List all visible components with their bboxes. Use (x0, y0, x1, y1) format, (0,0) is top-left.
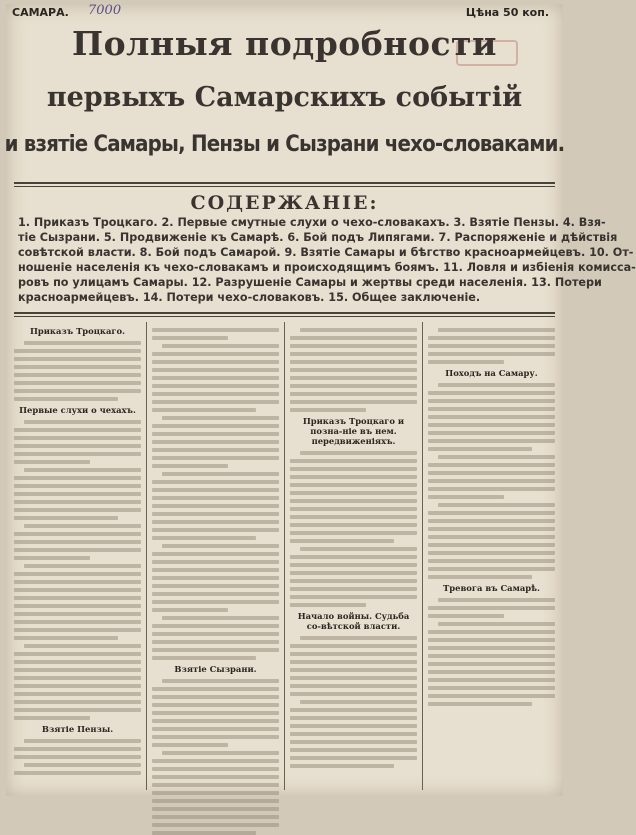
city-label: САМАРА. (12, 6, 69, 19)
text-block (428, 598, 555, 706)
text-block (14, 739, 141, 775)
section-heading: Взятіе Сызрани. (174, 664, 257, 674)
divider-rule-thin (14, 186, 555, 187)
title-line-3: и взятіе Самары, Пензы и Сызрани чехо-словаками. (4, 132, 565, 157)
title-line-1: Полныя подробности (72, 24, 497, 63)
divider-rule (14, 312, 555, 314)
price-label: Цѣна 50 коп. (465, 6, 549, 19)
text-block (290, 451, 417, 607)
column-2 (152, 322, 279, 790)
column-4 (428, 322, 555, 790)
text-block (290, 636, 417, 768)
contents-line: совѣтской власти. 8. Бой подъ Самарой. 9. Взятіе Самары и бѣгство красноармейцевъ. 10. От- (18, 245, 634, 259)
section-heading: Приказъ Троцкаго и позна-ніе въ нем. передвиженіяхъ. (302, 416, 405, 446)
masthead (12, 3, 557, 22)
text-block (14, 420, 141, 720)
text-block (14, 341, 141, 401)
article-columns (14, 322, 555, 790)
column-1 (14, 322, 141, 790)
contents-line: ровъ по улицамъ Самары. 12. Разрушеніе Самары и жертвы среди населенія. 13. Потери (18, 275, 602, 289)
divider-rule (14, 182, 555, 184)
contents-line: тіе Сызрани. 5. Продвиженіе къ Самарѣ. 6. Бой подъ Липягами. 7. Распоряженіе и дѣйствія (18, 230, 618, 244)
text-block (428, 328, 555, 364)
column-3 (290, 322, 417, 790)
title-line-2: первыхъ Самарскихъ событій (46, 82, 523, 113)
section-heading: Начало войны. Судьба со-вѣтской власти. (297, 611, 410, 631)
column-divider (146, 322, 147, 790)
column-divider (284, 322, 285, 790)
contents-line: красноармейцевъ. 14. Потери чехо-словаковъ. 15. Общее заключеніе. (18, 290, 481, 304)
text-block (290, 328, 417, 412)
contents-line: ношеніе населенія къ чехо-словакамъ и происходящимъ боямъ. 11. Ловля и избіенія комисса- (18, 260, 636, 274)
contents-line: 1. Приказъ Троцкаго. 2. Первые смутные слухи о чехо-словакахъ. 3. Взятіе Пензы. 4. Взя- (18, 216, 606, 229)
section-heading: Первые слухи о чехахъ. (19, 405, 136, 415)
contents-list (18, 216, 636, 305)
contents-heading: СОДЕРЖАНІЕ: (190, 192, 379, 214)
handwritten-number: 7000 (88, 3, 122, 18)
section-heading: Взятіе Пензы. (41, 724, 114, 734)
section-heading: Приказъ Троцкаго. (29, 326, 126, 336)
section-heading: Тревога въ Самарѣ. (443, 583, 540, 593)
text-block (152, 679, 279, 835)
section-heading: Походъ на Самару. (445, 368, 538, 378)
text-block (152, 328, 279, 660)
text-block (428, 383, 555, 579)
divider-rule-thin (14, 316, 555, 317)
column-divider (422, 322, 423, 790)
